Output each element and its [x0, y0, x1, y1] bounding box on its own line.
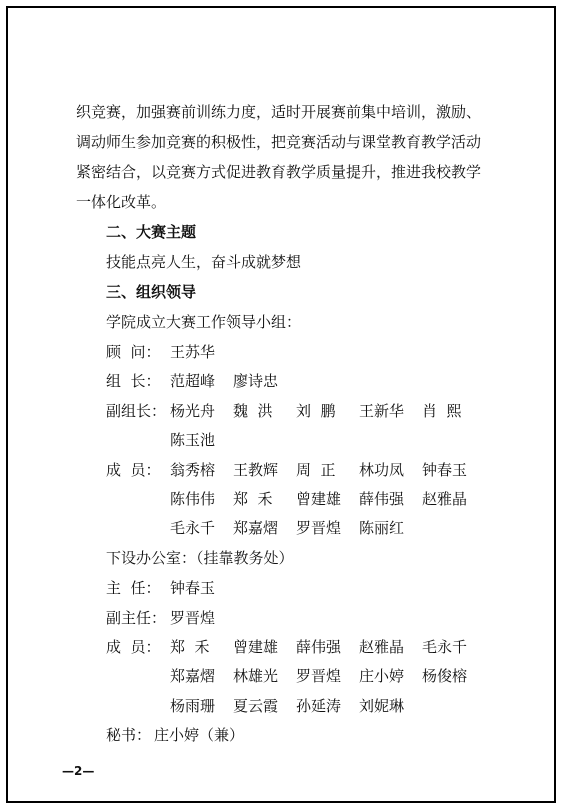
- office-member-name: 郑嘉熠: [170, 667, 216, 685]
- leader-name: 廖诗忠: [233, 372, 279, 390]
- member-name: 周 正: [296, 461, 336, 479]
- section-2-heading: 二、大赛主题: [106, 223, 197, 241]
- leader-name: 范超峰: [170, 372, 216, 390]
- office-member-name: 罗晋煌: [296, 667, 342, 685]
- member-name: 罗晋煌: [296, 519, 342, 537]
- member-name: 薛伟强: [359, 490, 405, 508]
- member-name: 毛永千: [170, 519, 216, 537]
- director-name: 钟春玉: [170, 579, 216, 597]
- members-label: 成 员：: [106, 461, 161, 479]
- office-line: 下设办公室：（挂靠教务处）: [106, 549, 294, 567]
- vice-director-name: 罗晋煌: [170, 609, 216, 627]
- deputy-name: 肖 熙: [422, 402, 462, 420]
- member-name: 郑嘉熠: [233, 519, 279, 537]
- office-member-name: 曾建雄: [233, 638, 279, 656]
- office-member-name: 林雄光: [233, 667, 279, 685]
- page-number: —2—: [62, 764, 95, 778]
- intro-line-3: 紧密结合，以竞赛方式促进教育教学质量提升，推进我校教学: [76, 163, 482, 181]
- deputy-name: 刘 鹏: [296, 402, 336, 420]
- office-member-name: 郑 禾: [170, 638, 210, 656]
- member-name: 赵雅晶: [422, 490, 468, 508]
- advisor-name: 王苏华: [170, 343, 216, 361]
- member-name: 王教辉: [233, 461, 279, 479]
- member-name: 林功凤: [359, 461, 405, 479]
- office-member-name: 杨雨珊: [170, 697, 216, 715]
- member-name: 翁秀榕: [170, 461, 216, 479]
- intro-line-2: 调动师生参加竞赛的积极性，把竞赛活动与课堂教育教学活动: [76, 133, 482, 151]
- intro-line-1: 织竞赛，加强赛前训练力度，适时开展赛前集中培训，激励、: [76, 103, 482, 121]
- vice-director-label: 副主任：: [106, 609, 167, 627]
- member-name: 陈伟伟: [170, 490, 216, 508]
- member-name: 钟春玉: [422, 461, 468, 479]
- office-member-name: 夏云霞: [233, 697, 279, 715]
- office-members-label: 成 员：: [106, 638, 161, 656]
- office-member-name: 孙延涛: [296, 697, 342, 715]
- deputy-name: 魏 洪: [233, 402, 273, 420]
- office-member-name: 庄小婷: [359, 667, 405, 685]
- leader-label: 组 长：: [106, 372, 161, 390]
- deputy-name: 陈玉池: [170, 431, 216, 449]
- advisor-label: 顾 问：: [106, 343, 161, 361]
- office-member-name: 刘妮琳: [359, 697, 405, 715]
- document-page: [6, 6, 556, 803]
- office-member-name: 毛永千: [422, 638, 468, 656]
- office-member-name: 薛伟强: [296, 638, 342, 656]
- office-member-name: 杨俊榕: [422, 667, 468, 685]
- member-name: 陈丽红: [359, 519, 405, 537]
- section-3-heading: 三、组织领导: [106, 283, 197, 301]
- section-3-intro: 学院成立大赛工作领导小组：: [106, 313, 302, 331]
- director-label: 主 任：: [106, 579, 161, 597]
- intro-line-4: 一体化改革。: [76, 193, 167, 211]
- office-member-name: 赵雅晶: [359, 638, 405, 656]
- secretary-label: 秘书：: [106, 726, 152, 744]
- section-2-text: 技能点亮人生，奋斗成就梦想: [106, 253, 302, 271]
- member-name: 郑 禾: [233, 490, 273, 508]
- member-name: 曾建雄: [296, 490, 342, 508]
- secretary-name: 庄小婷（兼）: [154, 726, 245, 744]
- deputy-name: 杨光舟: [170, 402, 216, 420]
- deputy-label: 副组长：: [106, 402, 167, 420]
- deputy-name: 王新华: [359, 402, 405, 420]
